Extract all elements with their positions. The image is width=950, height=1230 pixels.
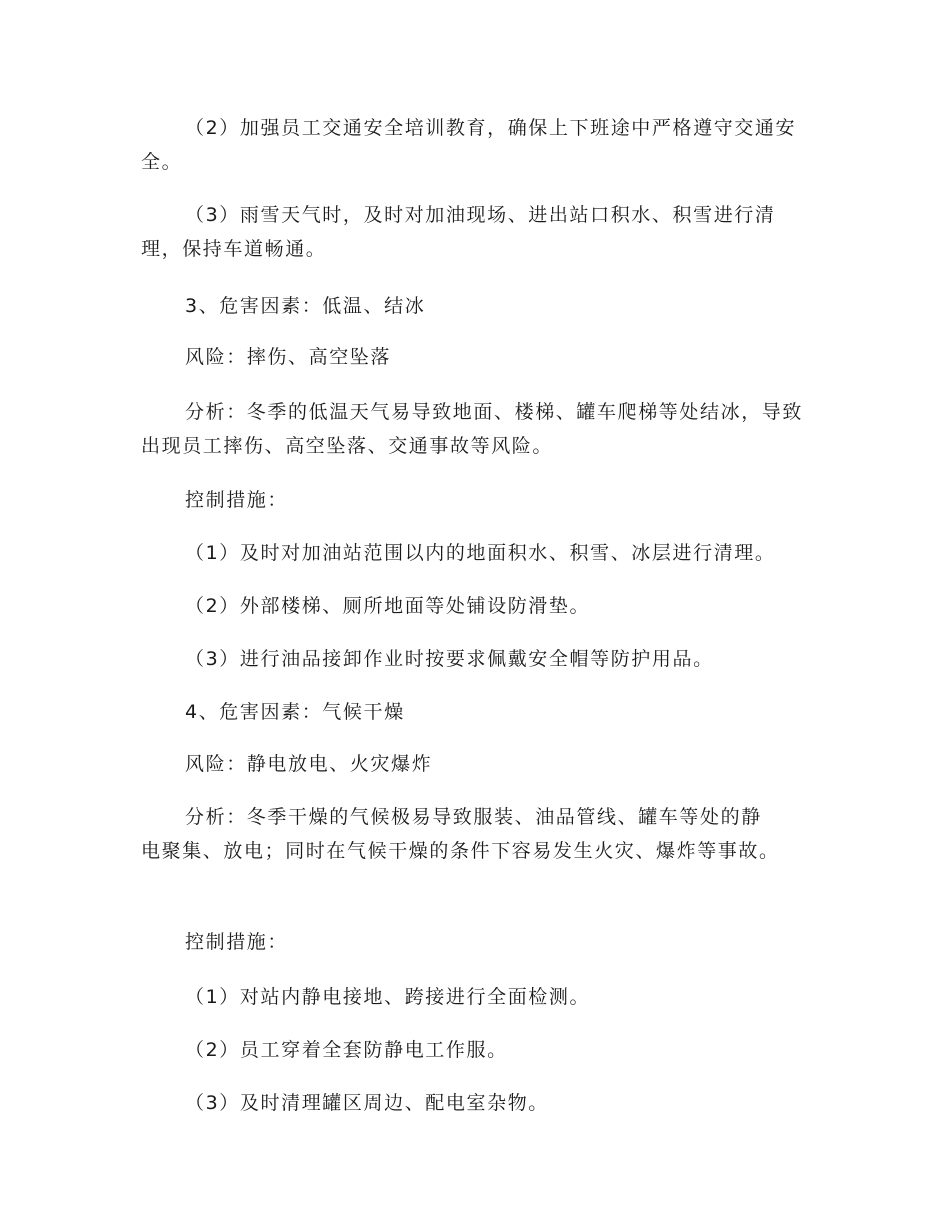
paragraph-control-3-2: （2）外部楼梯、厕所地面等处铺设防滑垫。	[185, 595, 591, 617]
paragraph-control-4-1: （1）对站内静电接地、跨接进行全面检测。	[185, 986, 591, 1008]
paragraph-control-heading-3: 控制措施：	[185, 489, 289, 511]
paragraph-analysis-3: 分析：冬季的低温天气易导致地面、楼梯、罐车爬梯等处结冰，导致出现员工摔伤、高空坠落、交通事故等风险。	[141, 401, 804, 457]
paragraph-control-3-1: （1）及时对加油站范围以内的地面积水、积雪、冰层进行清理。	[185, 542, 776, 564]
paragraph-hazard-4-heading: 4、危害因素：气候干燥	[185, 701, 405, 723]
paragraph-risk-4: 风险：静电放电、火灾爆炸	[185, 753, 433, 775]
paragraph-control-heading-4: 控制措施：	[185, 931, 289, 953]
paragraph-analysis-4: 分析：冬季干燥的气候极易导致服装、油品管线、罐车等处的静电聚集、放电；同时在气候干燥的条件下容易发生火灾、爆炸等事故。	[141, 806, 780, 862]
paragraph-control-4-2: （2）员工穿着全套防静电工作服。	[185, 1039, 508, 1061]
paragraph-traffic-training: （2）加强员工交通安全培训教育，确保上下班途中严格遵守交通安全。	[141, 117, 797, 173]
paragraph-hazard-3-heading: 3、危害因素：低温、结冰	[185, 295, 426, 317]
paragraph-control-3-3: （3）进行油品接卸作业时按要求佩戴安全帽等防护用品。	[185, 648, 714, 670]
paragraph-snow-clearing: （3）雨雪天气时，及时对加油现场、进出站口积水、积雪进行清理，保持车道畅通。	[141, 204, 776, 260]
paragraph-risk-3: 风险：摔伤、高空坠落	[185, 346, 392, 368]
paragraph-control-4-3: （3）及时清理罐区周边、配电室杂物。	[185, 1092, 549, 1114]
